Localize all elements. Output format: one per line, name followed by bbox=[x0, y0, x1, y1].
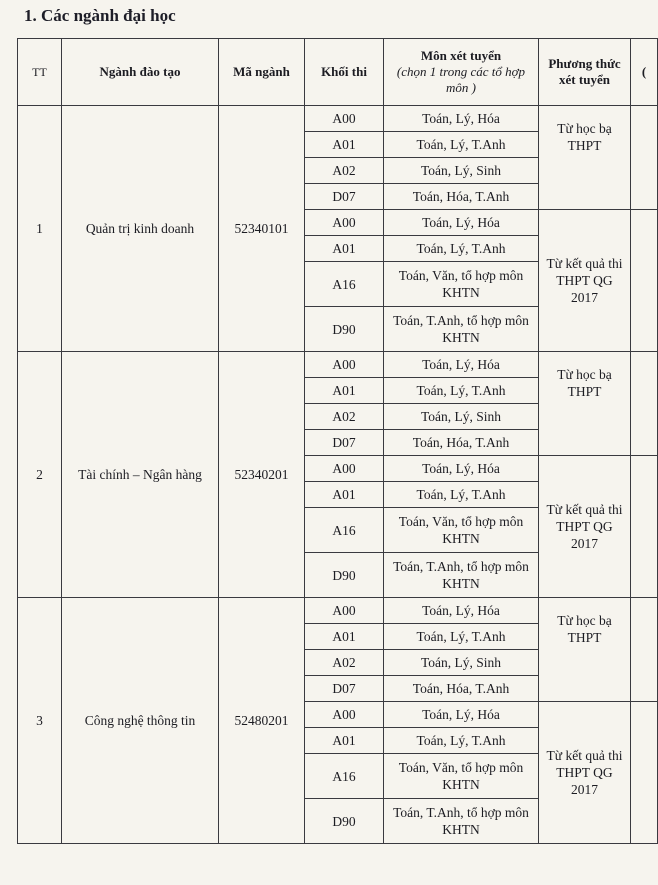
cell-block: A16 bbox=[305, 262, 384, 307]
header-code: Mã ngành bbox=[219, 39, 305, 106]
cell-method-transcript: Từ học bạ THPT bbox=[539, 106, 631, 210]
cell-block: A02 bbox=[305, 650, 384, 676]
cell-block: A01 bbox=[305, 378, 384, 404]
cell-major-name: Công nghệ thông tin bbox=[62, 598, 219, 844]
cell-subjects: Toán, Hóa, T.Anh bbox=[384, 184, 539, 210]
cell-block: D07 bbox=[305, 430, 384, 456]
cell-block: A00 bbox=[305, 352, 384, 378]
cell-subjects: Toán, Hóa, T.Anh bbox=[384, 430, 539, 456]
header-major: Ngành đào tạo bbox=[62, 39, 219, 106]
cell-block: A16 bbox=[305, 508, 384, 553]
header-extra: ( bbox=[631, 39, 658, 106]
table-row bbox=[18, 352, 658, 378]
cell-major-name: Quản trị kinh doanh bbox=[62, 106, 219, 352]
cell-subjects: Toán, Lý, Hóa bbox=[384, 456, 539, 482]
cell-subjects: Toán, Hóa, T.Anh bbox=[384, 676, 539, 702]
cell-subjects: Toán, Lý, Hóa bbox=[384, 598, 539, 624]
cell-block: D90 bbox=[305, 553, 384, 598]
cell-subjects: Toán, Lý, T.Anh bbox=[384, 132, 539, 158]
cell-subjects: Toán, T.Anh, tổ hợp môn KHTN bbox=[384, 553, 539, 598]
cell-method-transcript: Từ học bạ THPT bbox=[539, 352, 631, 456]
cell-block: D07 bbox=[305, 676, 384, 702]
cell-block: A00 bbox=[305, 106, 384, 132]
cell-block: A02 bbox=[305, 158, 384, 184]
cell-extra bbox=[631, 598, 658, 702]
cell-subjects: Toán, Văn, tổ hợp môn KHTN bbox=[384, 262, 539, 307]
header-subjects bbox=[384, 39, 539, 106]
cell-subjects: Toán, Lý, T.Anh bbox=[384, 482, 539, 508]
cell-method-exam: Từ kết quả thi THPT QG 2017 bbox=[539, 456, 631, 598]
cell-major-code: 52480201 bbox=[219, 598, 305, 844]
cell-subjects: Toán, T.Anh, tổ hợp môn KHTN bbox=[384, 799, 539, 844]
header-row bbox=[18, 39, 658, 106]
cell-extra bbox=[631, 210, 658, 352]
cell-subjects: Toán, Lý, Sinh bbox=[384, 158, 539, 184]
cell-method-exam: Từ kết quả thi THPT QG 2017 bbox=[539, 702, 631, 844]
cell-major-name: Tài chính – Ngân hàng bbox=[62, 352, 219, 598]
cell-subjects: Toán, Lý, Hóa bbox=[384, 352, 539, 378]
cell-block: A00 bbox=[305, 210, 384, 236]
header-tt: TT bbox=[18, 39, 62, 106]
cell-subjects: Toán, Lý, Hóa bbox=[384, 210, 539, 236]
cell-block: A00 bbox=[305, 456, 384, 482]
header-block: Khối thi bbox=[305, 39, 384, 106]
cell-subjects: Toán, Lý, Hóa bbox=[384, 702, 539, 728]
header-method: Phương thức xét tuyển bbox=[539, 39, 631, 106]
cell-block: A01 bbox=[305, 132, 384, 158]
cell-subjects: Toán, Lý, T.Anh bbox=[384, 378, 539, 404]
header-subjects-title: Môn xét tuyển bbox=[420, 48, 502, 63]
cell-block: A01 bbox=[305, 728, 384, 754]
cell-subjects: Toán, Lý, Sinh bbox=[384, 404, 539, 430]
cell-block: A01 bbox=[305, 482, 384, 508]
cell-block: D90 bbox=[305, 307, 384, 352]
cell-major-code: 52340101 bbox=[219, 106, 305, 352]
cell-subjects: Toán, Lý, T.Anh bbox=[384, 236, 539, 262]
cell-extra bbox=[631, 456, 658, 598]
cell-extra bbox=[631, 352, 658, 456]
cell-subjects: Toán, T.Anh, tổ hợp môn KHTN bbox=[384, 307, 539, 352]
cell-subjects: Toán, Văn, tổ hợp môn KHTN bbox=[384, 754, 539, 799]
cell-method-exam: Từ kết quả thi THPT QG 2017 bbox=[539, 210, 631, 352]
cell-subjects: Toán, Lý, T.Anh bbox=[384, 624, 539, 650]
table-row bbox=[18, 106, 658, 132]
cell-tt: 2 bbox=[18, 352, 62, 598]
cell-extra bbox=[631, 106, 658, 210]
admission-table bbox=[17, 38, 658, 844]
cell-tt: 3 bbox=[18, 598, 62, 844]
cell-tt: 1 bbox=[18, 106, 62, 352]
table-body bbox=[18, 106, 658, 844]
cell-major-code: 52340201 bbox=[219, 352, 305, 598]
cell-block: A00 bbox=[305, 702, 384, 728]
cell-block: A01 bbox=[305, 624, 384, 650]
cell-extra bbox=[631, 702, 658, 844]
cell-subjects: Toán, Lý, Sinh bbox=[384, 650, 539, 676]
cell-block: D90 bbox=[305, 799, 384, 844]
cell-block: A01 bbox=[305, 236, 384, 262]
table-row bbox=[18, 598, 658, 624]
cell-block: A00 bbox=[305, 598, 384, 624]
cell-subjects: Toán, Lý, Hóa bbox=[384, 106, 539, 132]
cell-subjects: Toán, Văn, tổ hợp môn KHTN bbox=[384, 508, 539, 553]
cell-block: A02 bbox=[305, 404, 384, 430]
section-heading: 1. Các ngành đại học bbox=[24, 6, 176, 25]
cell-block: A16 bbox=[305, 754, 384, 799]
cell-method-transcript: Từ học bạ THPT bbox=[539, 598, 631, 702]
cell-block: D07 bbox=[305, 184, 384, 210]
cell-subjects: Toán, Lý, T.Anh bbox=[384, 728, 539, 754]
header-subjects-note: (chọn 1 trong các tổ hợp môn ) bbox=[396, 64, 526, 95]
